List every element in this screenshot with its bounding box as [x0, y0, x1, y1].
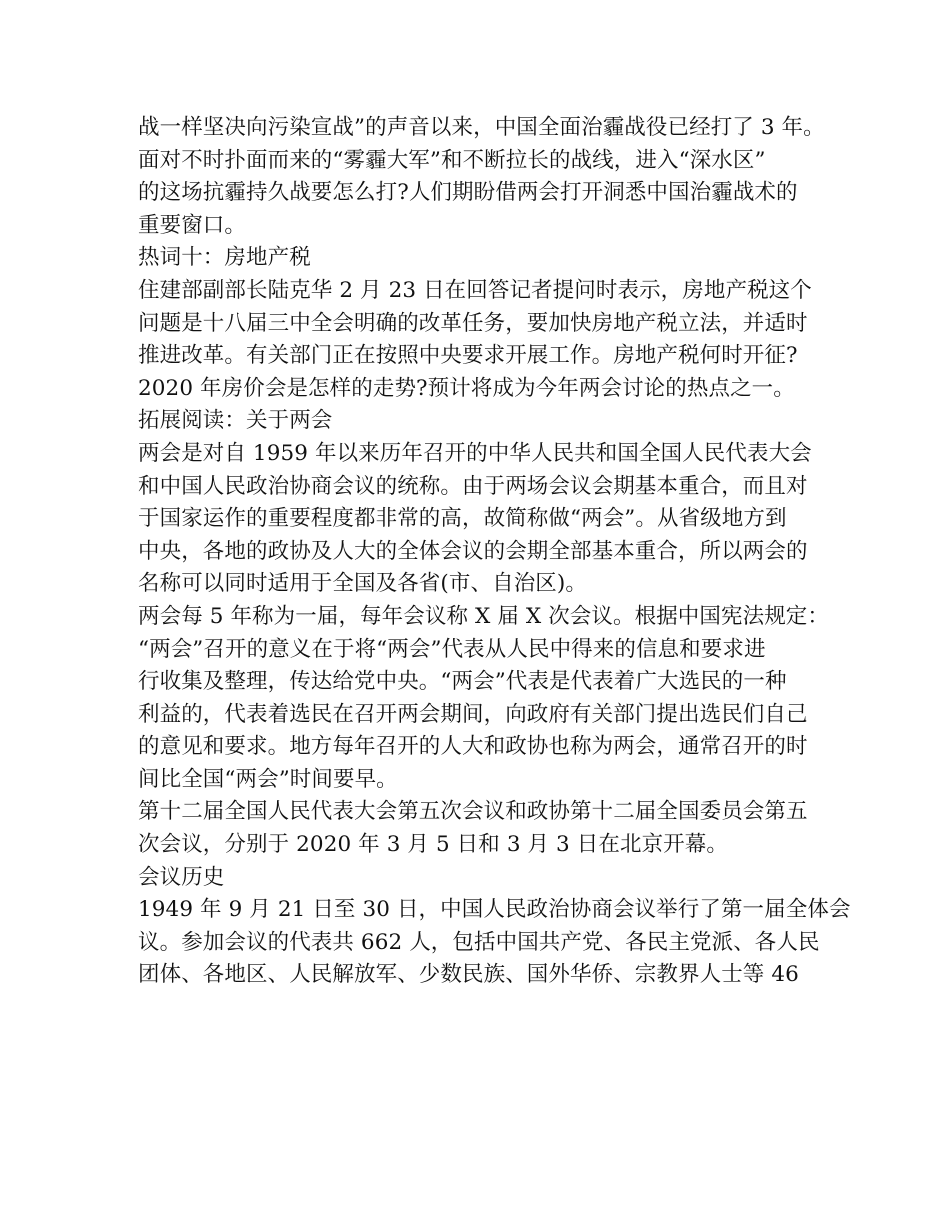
- text-line: 两会每 5 年称为一届，每年会议称 X 届 X 次会议。根据中国宪法规定：: [138, 603, 829, 629]
- text-line: 面对不时扑面而来的“雾霾大军”和不断拉长的战线，进入“深水区”: [138, 147, 766, 173]
- text-line: 和中国人民政治协商会议的统称。由于两场会议会期基本重合，而且对: [138, 473, 808, 499]
- text-line: 团体、各地区、人民解放军、少数民族、国外华侨、宗教界人士等 46: [138, 962, 799, 988]
- text-line: “两会”召开的意义在于将“两会”代表从人民中得来的信息和要求进: [138, 636, 766, 662]
- text-line: 2020 年房价会是怎样的走势?预计将成为今年两会讨论的热点之一。: [138, 375, 795, 401]
- text-line: 间比全国“两会”时间要早。: [138, 766, 398, 792]
- text-line: 推进改革。有关部门正在按照中央要求开展工作。房地产税何时开征?: [138, 343, 798, 369]
- text-line: 的这场抗霾持久战要怎么打?人们期盼借两会打开洞悉中国治霾战术的: [138, 180, 798, 206]
- section-heading: 热词十：房地产税: [138, 245, 311, 271]
- text-line: 议。参加会议的代表共 662 人，包括中国共产党、各民主党派、各人民: [138, 929, 820, 955]
- text-line: 第十二届全国人民代表大会第五次会议和政协第十二届全国委员会第五: [138, 799, 808, 825]
- text-line: 住建部副部长陆克华 2 月 23 日在回答记者提问时表示，房地产税这个: [138, 277, 812, 303]
- text-line: 名称可以同时适用于全国及各省(市、自治区)。: [138, 571, 587, 597]
- section-heading: 会议历史: [138, 864, 225, 890]
- document-page: [138, 112, 851, 992]
- text-line: 战一样坚决向污染宣战”的声音以来，中国全面治霾战役已经打了 3 年。: [138, 115, 825, 140]
- section-heading: 拓展阅读：关于两会: [138, 408, 333, 434]
- text-line: 1949 年 9 月 21 日至 30 日，中国人民政治协商会议举行了第一届全体会: [138, 897, 851, 923]
- text-line: 的意见和要求。地方每年召开的人大和政协也称为两会，通常召开的时: [138, 734, 808, 760]
- text-line: 两会是对自 1959 年以来历年召开的中华人民共和国全国人民代表大会: [138, 440, 812, 466]
- text-line: 重要窗口。: [138, 212, 247, 238]
- text-line: 问题是十八届三中全会明确的改革任务，要加快房地产税立法，并适时: [138, 310, 808, 336]
- text-line: 次会议，分别于 2020 年 3 月 5 日和 3 月 3 日在北京开幕。: [138, 832, 728, 858]
- text-line: 行收集及整理，传达给党中央。“两会”代表是代表着广大选民的一种: [138, 669, 787, 695]
- text-line: 利益的，代表着选民在召开两会期间，向政府有关部门提出选民们自己: [138, 701, 808, 727]
- text-line: 于国家运作的重要程度都非常的高，故简称做“两会”。从省级地方到: [138, 506, 787, 532]
- text-line: 中央，各地的政协及人大的全体会议的会期全部基本重合，所以两会的: [138, 538, 808, 564]
